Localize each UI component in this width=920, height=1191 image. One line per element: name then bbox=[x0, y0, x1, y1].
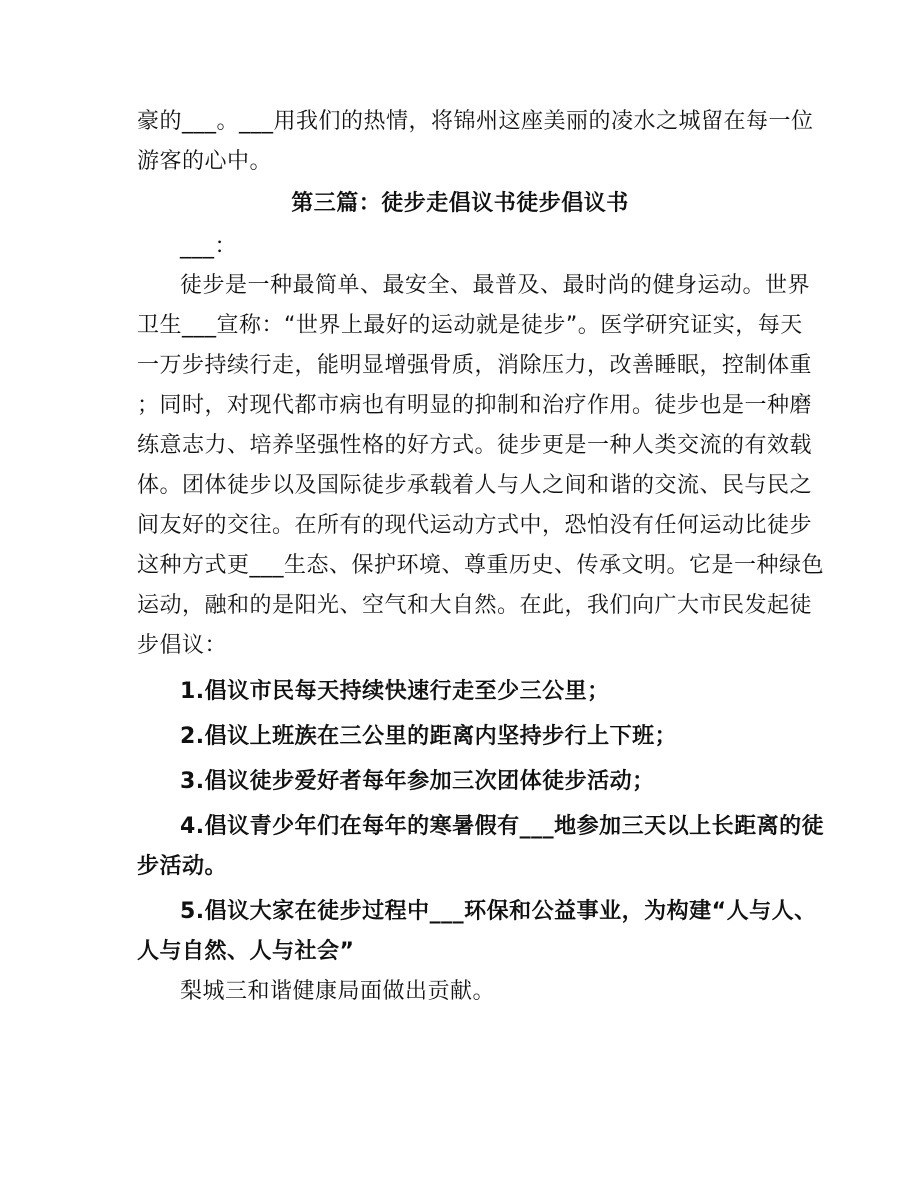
list-item: 4.倡议青少年们在每年的寒暑假有___地参加三天以上长距离的徒 bbox=[180, 814, 825, 839]
body-line: 练意志力、培养坚强性格的好方式。徒步更是一种人类交流的有效载 bbox=[137, 433, 813, 458]
section-title: 第三篇：徒步走倡议书徒步倡议书 bbox=[291, 191, 629, 216]
body-line: ；同时，对现代都市病也有明显的抑制和治疗作用。徒步也是一种磨 bbox=[137, 393, 813, 418]
intro-line-2: 游客的心中。 bbox=[137, 149, 273, 174]
body-line: 运动，融和的是阳光、空气和大自然。在此，我们向广大市民发起徒 bbox=[137, 593, 813, 618]
body-line: 一万步持续行走，能明显增强骨质，消除压力，改善睡眠，控制体重 bbox=[137, 353, 813, 378]
list-item-continuation: 步活动。 bbox=[137, 854, 228, 879]
list-item: 1.倡议市民每天持续快速行走至少三公里； bbox=[180, 679, 610, 704]
body-line: 体。团体徒步以及国际徒步承载着人与人之间和谐的交流、民与民之 bbox=[137, 473, 813, 498]
list-item: 2.倡议上班族在三公里的距离内坚持步行上下班； bbox=[180, 724, 678, 749]
body-line: 步倡议： bbox=[137, 633, 228, 658]
body-line: 间友好的交往。在所有的现代运动方式中，恐怕没有任何运动比徒步 bbox=[137, 513, 813, 538]
salutation: ___： bbox=[180, 234, 238, 259]
list-item: 5.倡议大家在徒步过程中___环保和公益事业，为构建“人与人、 bbox=[180, 899, 817, 924]
closing-line: 梨城三和谐健康局面做出贡献。 bbox=[180, 979, 496, 1004]
list-item-continuation: 人与自然、人与社会” bbox=[137, 939, 355, 964]
intro-line-1: 豪的___。___用我们的热情，将锦州这座美丽的凌水之城留在每一位 bbox=[137, 109, 814, 134]
body-line: 徒步是一种最简单、最安全、最普及、最时尚的健身运动。世界 bbox=[180, 273, 811, 298]
list-item: 3.倡议徒步爱好者每年参加三次团体徒步活动； bbox=[180, 769, 655, 794]
body-line: 卫生___宣称：“世界上最好的运动就是徒步”。医学研究证实，每天 bbox=[137, 313, 803, 338]
body-line: 这种方式更___生态、保护环境、尊重历史、传承文明。它是一种绿色 bbox=[137, 553, 825, 578]
